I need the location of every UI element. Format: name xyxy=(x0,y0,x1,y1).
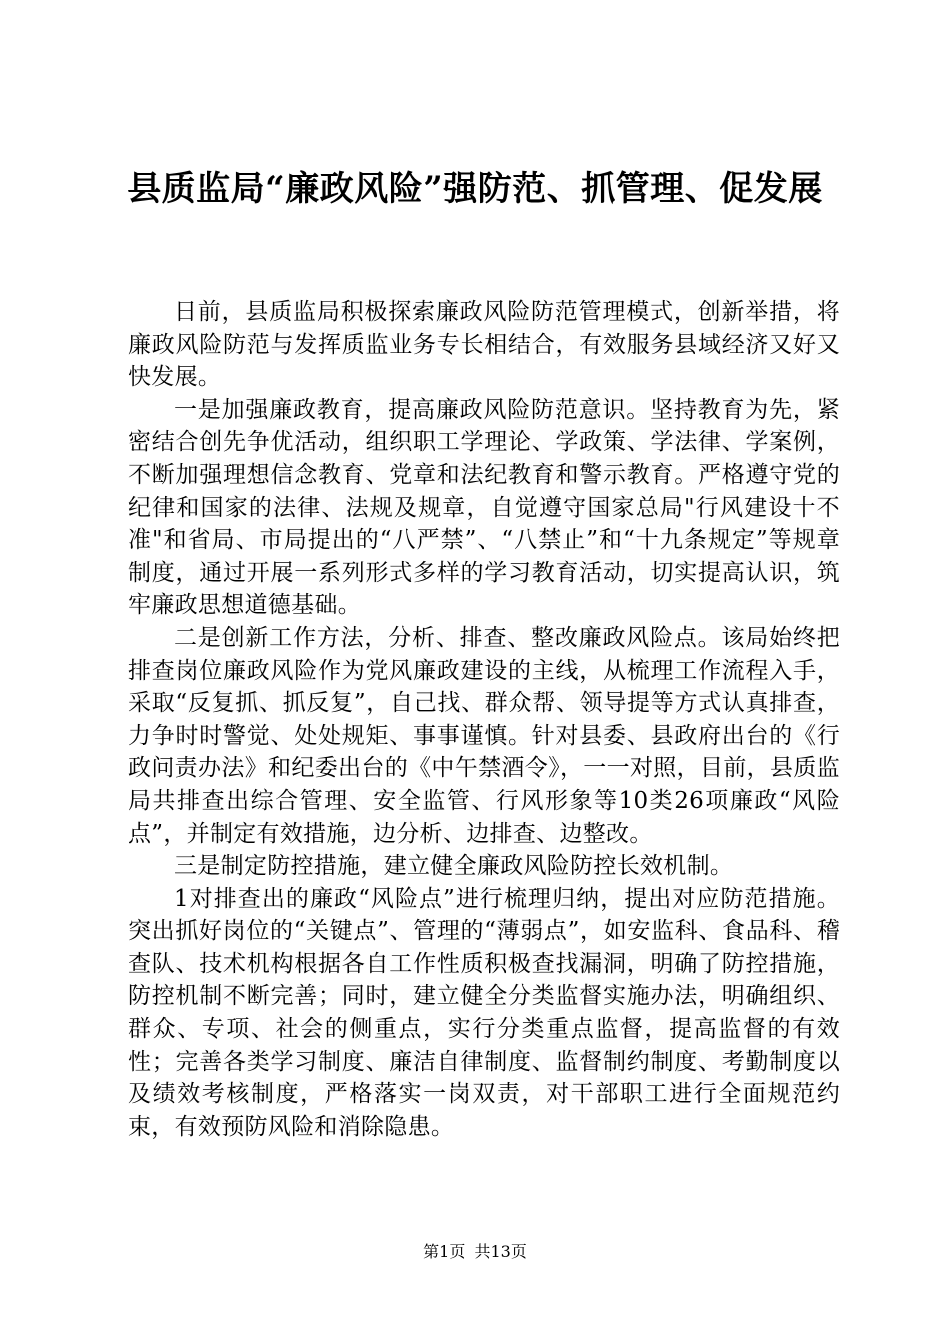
paragraph-education: 一是加强廉政教育，提高廉政风险防范意识。坚持教育为先，紧密结合创先争优活动，组织职工学理论、学政策、学法律、学案例，不断加强理想信念教育、党章和法纪教育和警示教育。严格遵守党的纪律和国家的法律、法规及规章，自觉遵守国家总局"行风建设十不准"和省局、市局提出的“八严禁”、“八禁止”和“十九条规定”等规章制度，通过开展一系列形式多样的学习教育活动，切实提高认识，筑牢廉政思想道德基础。 xyxy=(128,396,840,619)
document-title: 县质监局“廉政风险”强防范、抓管理、促发展 xyxy=(127,169,823,209)
paragraph-measures-detail: 1对排查出的廉政“风险点”进行梳理归纳，提出对应防范措施。突出抓好岗位的“关键点”、管理的“薄弱点”，如安监科、食品科、稽查队、技术机构根据各自工作性质积极查找漏洞，明确了防控措施，防控机制不断完善；同时，建立健全分类监督实施办法，明确组织、群众、专项、社会的侧重点，实行分类重点监督，提高监督的有效性；完善各类学习制度、廉洁自律制度、监督制约制度、考勤制度以及绩效考核制度，严格落实一岗双责，对干部职工进行全面规范约束，有效预防风险和消除隐患。 xyxy=(128,885,840,1140)
page-footer xyxy=(0,1242,950,1262)
page-number: 第1页 xyxy=(423,1242,466,1261)
paragraph-risk-points: 二是创新工作方法，分析、排查、整改廉政风险点。该局始终把排查岗位廉政风险作为党风廉政建设的主线，从梳理工作流程入手，采取“反复抓、抓反复”，自己找、群众帮、领导提等方式认真排查，力争时时警觉、处处规矩、事事谨慎。针对县委、县政府出台的《行政问责办法》和纪委出台的《中午禁酒令》，一一对照，目前，县质监局共排查出综合管理、安全监管、行风形象等10类26项廉政“风险点”，并制定有效措施，边分析、边排查、边整改。 xyxy=(128,624,840,847)
document-body xyxy=(128,296,840,1143)
paragraph-intro: 日前，县质监局积极探索廉政风险防范管理模式，创新举措，将廉政风险防范与发挥质监业务专长相结合，有效服务县域经济又好又快发展。 xyxy=(128,299,840,391)
page-total: 共13页 xyxy=(474,1242,527,1261)
paragraph-measures-heading: 三是制定防控措施，建立健全廉政风险防控长效机制。 xyxy=(174,853,734,880)
